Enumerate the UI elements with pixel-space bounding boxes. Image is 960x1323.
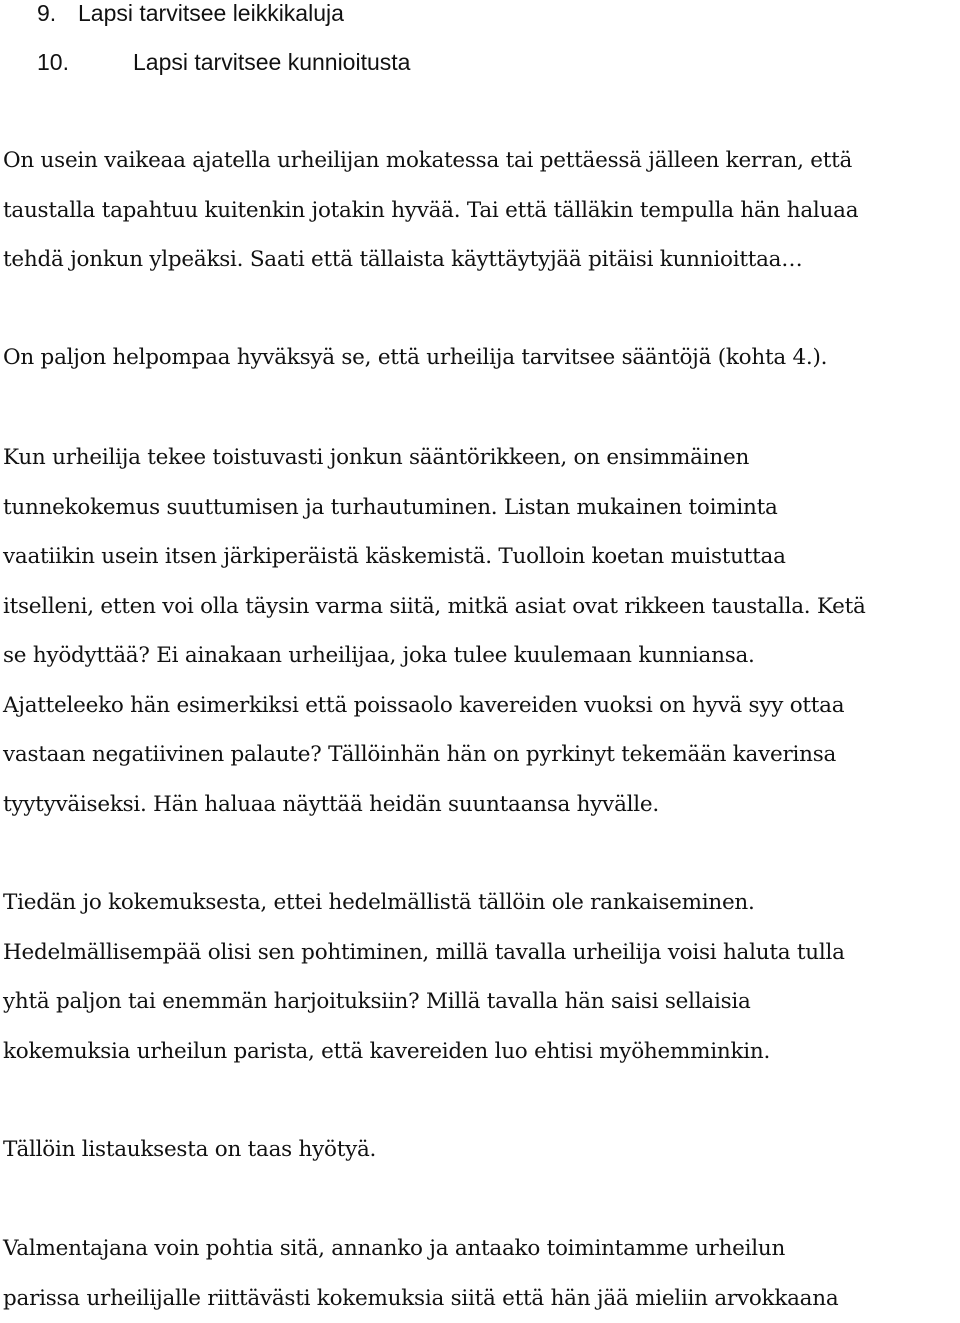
- paragraph-line: itselleni, etten voi olla täysin varma siitä, mitkä asiat ovat rikkeen taustalla. Ketä: [3, 582, 958, 632]
- numbered-list: [0, 0, 960, 98]
- paragraph-line: se hyödyttää? Ei ainakaan urheilijaa, joka tulee kuulemaan kunniansa.: [3, 631, 958, 681]
- paragraph-line: tunnekokemus suuttumisen ja turhautuminen. Listan mukainen toiminta: [3, 483, 958, 533]
- list-item-number: 9.: [37, 0, 56, 38]
- list-item: [0, 49, 960, 98]
- paragraph-line: vaatiikin usein itsen järkiperäistä käskemistä. Tuolloin koetan muistuttaa: [3, 532, 958, 582]
- paragraph-rule-violation: [3, 433, 958, 829]
- paragraph-respect-intro: [3, 136, 958, 285]
- paragraph-line: On paljon helpompaa hyväksyä se, että urheilija tarvitsee sääntöjä (kohta 4.).: [3, 333, 958, 383]
- paragraph-rules: [3, 333, 958, 383]
- paragraph-line: Kun urheilija tekee toistuvasti jonkun sääntörikkeen, on ensimmäinen: [3, 433, 958, 483]
- paragraph-experience: [3, 878, 958, 1076]
- paragraph-line: kokemuksia urheilun parista, että kavereiden luo ehtisi myöhemminkin.: [3, 1027, 958, 1077]
- paragraph-line: Valmentajana voin pohtia sitä, annanko ja antaako toimintamme urheilun: [3, 1224, 958, 1274]
- paragraph-line: vastaan negatiivinen palaute? Tällöinhän hän on pyrkinyt tekemään kaverinsa: [3, 730, 958, 780]
- paragraph-listing-benefit: [3, 1125, 958, 1175]
- list-item-text: Lapsi tarvitsee leikkikaluja: [78, 0, 344, 38]
- paragraph-line: tyytyväiseksi. Hän haluaa näyttää heidän suuntaansa hyvälle.: [3, 780, 958, 830]
- list-item-text: Lapsi tarvitsee kunnioitusta: [133, 38, 410, 87]
- paragraph-line: parissa urheilijalle riittävästi kokemuksia siitä että hän jää mieliin arvokkaana: [3, 1274, 958, 1323]
- paragraph-line: Tällöin listauksesta on taas hyötyä.: [3, 1125, 958, 1175]
- paragraph-coach: [3, 1224, 958, 1323]
- list-item-number: 10.: [37, 38, 69, 87]
- paragraph-line: tehdä jonkun ylpeäksi. Saati että tällaista käyttäytyjää pitäisi kunnioittaa…: [3, 235, 958, 285]
- paragraph-line: Ajatteleeko hän esimerkiksi että poissaolo kavereiden vuoksi on hyvä syy ottaa: [3, 681, 958, 731]
- paragraph-line: Hedelmällisempää olisi sen pohtiminen, millä tavalla urheilija voisi haluta tulla: [3, 928, 958, 978]
- paragraph-line: On usein vaikeaa ajatella urheilijan mokatessa tai pettäessä jälleen kerran, että: [3, 136, 958, 186]
- paragraph-line: yhtä paljon tai enemmän harjoituksiin? Millä tavalla hän saisi sellaisia: [3, 977, 958, 1027]
- paragraph-line: Tiedän jo kokemuksesta, ettei hedelmällistä tällöin ole rankaiseminen.: [3, 878, 958, 928]
- paragraph-line: taustalla tapahtuu kuitenkin jotakin hyvää. Tai että tälläkin tempulla hän haluaa: [3, 186, 958, 236]
